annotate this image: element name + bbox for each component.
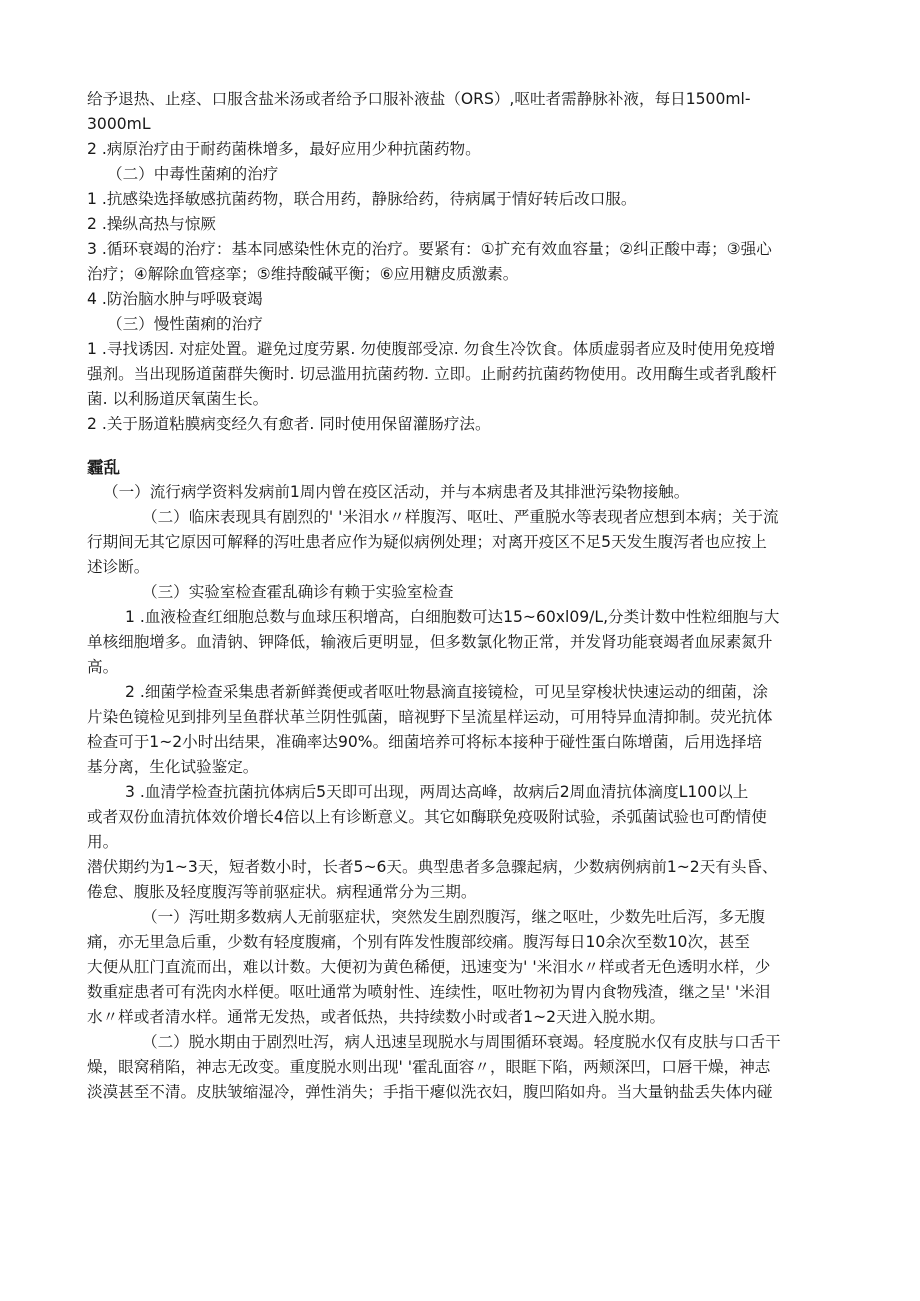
text-line: 1 .抗感染选择敏感抗菌药物，联合用药，静脉给药，待病属于情好转后改口服。 <box>87 190 637 208</box>
text-line: 述诊断。 <box>87 558 150 576</box>
subsection-heading: （二）中毒性菌痢的治疗 <box>107 165 279 183</box>
text-line: 强剂。当出现肠道菌群失衡时. 切忌滥用抗菌药物. 立即。止耐药抗菌药物使用。改用酶生或者乳酸杆 <box>87 365 777 383</box>
text-line: （一）流行病学资料发病前1周内曾在疫区活动，并与本病患者及其排泄污染物接触。 <box>103 483 690 501</box>
text-line: （一）泻吐期多数病人无前驱症状，突然发生剧烈腹泻，继之呕吐，少数先吐后泻，多无腹 <box>142 908 766 926</box>
text-line: 淡漠甚至不清。皮肤皱缩湿冷，弹性消失；手指干瘪似洗衣妇，腹凹陷如舟。当大量钠盐丢失体内碰 <box>87 1083 773 1101</box>
text-line: 燥，眼窝稍陷，神志无改变。重度脱水则出现' '霍乱面容〃，眼眶下陷，两颊深凹，口唇干燥，神志 <box>87 1058 771 1076</box>
section-title: 霾乱 <box>87 458 121 477</box>
text-line: 3 .循环衰竭的治疗：基本同感染性休克的治疗。要紧有：①扩充有效血容量；②纠正酸中毒；③强心 <box>87 240 772 258</box>
text-line: 3000mL <box>87 115 151 133</box>
text-line: 3 .血清学检查抗菌抗体病后5天即可出现，两周达高峰，故病后2周血清抗体滴度L100以上 <box>125 783 749 801</box>
text-line: 基分离，生化试验鉴定。 <box>87 758 259 776</box>
text-line: （二）脱水期由于剧烈吐泻，病人迅速呈现脱水与周围循环衰竭。轻度脱水仅有皮肤与口舌干 <box>142 1033 781 1051</box>
text-line: 单核细胞增多。血清钠、钾降低，输液后更明显，但多数氯化物正常，并发肾功能衰竭者血尿素氮升 <box>87 633 773 651</box>
text-line: 1 .寻找诱因. 对症处置。避免过度劳累. 勿使腹部受凉. 勿食生冷饮食。体质虚弱者应及时使用免疫增 <box>87 340 776 358</box>
text-line: 给予退热、止痉、口服含盐米汤或者给予口服补液盐（ORS）,呕吐者需静脉补液，每日1500ml- <box>87 90 751 108</box>
text-line: 行期间无其它原因可解释的泻吐患者应作为疑似病例处理；对离开疫区不足5天发生腹泻者也应按上 <box>87 533 767 551</box>
text-line: 大便从肛门直流而出，难以计数。大便初为黄色稀便，迅速变为' '米泪水〃样或者无色透明水样，少 <box>87 958 771 976</box>
text-line: 2 .操纵高热与惊厥 <box>87 215 216 233</box>
text-line: 1 .血液检查红细胞总数与血球压积增高，白细胞数可达15~60xl09∕L,分类计数中性粒细胞与大 <box>125 608 780 626</box>
text-line: 片染色镜检见到排列呈鱼群状革兰阴性弧菌，暗视野下呈流星样运动，可用特异血清抑制。荧光抗体 <box>87 708 773 726</box>
text-line: 痛，亦无里急后重，少数有轻度腹痛，个别有阵发性腹部绞痛。腹泻每日10余次至数10次，甚至 <box>87 933 750 951</box>
text-line: （三）实验室检查霍乱确诊有赖于实验室检查 <box>142 583 454 601</box>
text-line: 数重症患者可有洗肉水样便。呕吐通常为喷射性、连续性，呕吐物初为胃内食物残渣，继之呈' '米泪 <box>87 983 771 1001</box>
text-line: 用。 <box>87 833 119 851</box>
text-line: 检查可于1~2小时出结果，准确率达90%。细菌培养可将标本接种于碰性蛋白陈增菌，后用选择培 <box>87 733 763 751</box>
text-line: 或者双份血清抗体效价增长4倍以上有诊断意义。其它如酶联免疫吸附试验，杀弧菌试验也可酌情使 <box>87 808 767 826</box>
text-line: 潜伏期约为1~3天，短者数小时，长者5~6天。典型患者多急骤起病，少数病例病前1~2天有头昏、 <box>87 858 778 876</box>
text-line: （二）临床表现具有剧烈的' '米泪水〃样腹泻、呕吐、严重脱水等表现者应想到本病；关于流 <box>142 508 779 526</box>
text-line: 高。 <box>87 658 119 676</box>
text-line: 2 .细菌学检查采集患者新鲜粪便或者呕吐物悬滴直接镜检，可见呈穿梭状快速运动的细菌，涂 <box>125 683 768 701</box>
text-line: 倦怠、腹胀及轻度腹泻等前驱症状。病程通常分为三期。 <box>87 883 477 901</box>
document-page <box>87 87 847 1105</box>
text-line: 水〃样或者清水样。通常无发热，或者低热，共持续数小时或者1~2天进入脱水期。 <box>87 1008 666 1026</box>
subsection-heading: （三）慢性菌痢的治疗 <box>107 315 263 333</box>
text-line: 2 .关于肠道粘膜病变经久有愈者. 同时使用保留灌肠疗法。 <box>87 415 491 433</box>
text-line: 4 .防治脑水肿与呼吸衰竭 <box>87 290 263 308</box>
section-gap <box>87 437 847 455</box>
text-line: 菌. 以利肠道厌氧菌生长。 <box>87 390 269 408</box>
text-line: 治疗；④解除血管痉挛；⑤维持酸碱平衡；⑥应用糖皮质激素。 <box>87 265 519 283</box>
text-line: 2 .病原治疗由于耐药菌株增多，最好应用少种抗菌药物。 <box>87 140 481 158</box>
